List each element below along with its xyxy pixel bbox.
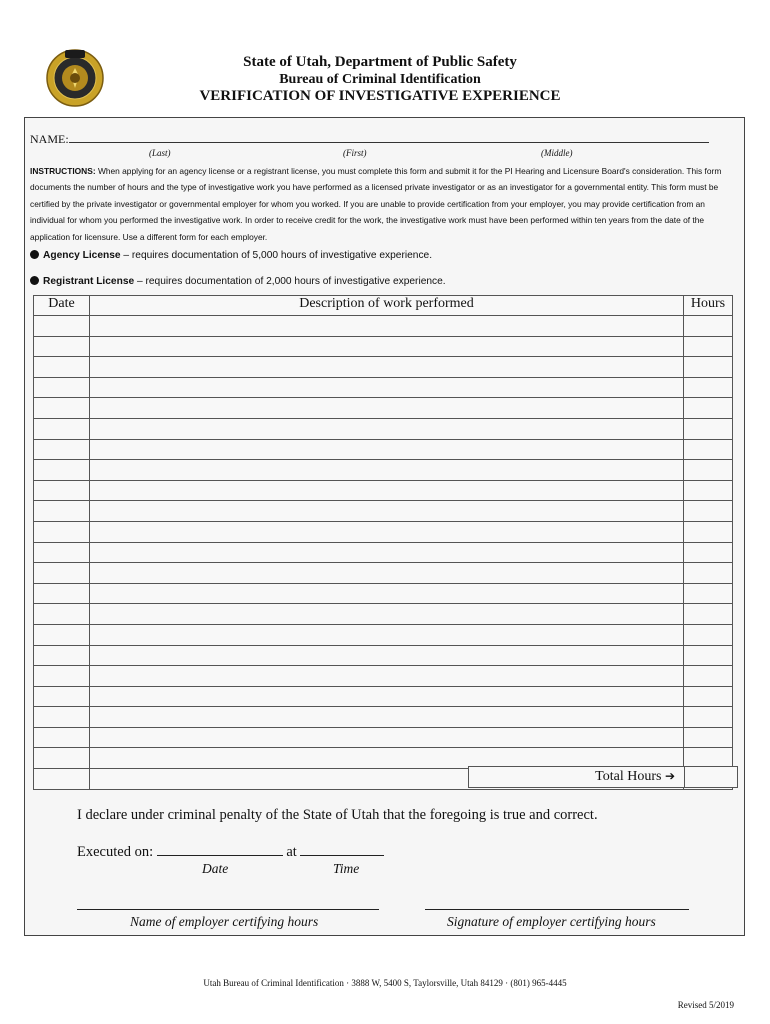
- date-cell[interactable]: [34, 563, 90, 584]
- description-cell[interactable]: [90, 336, 684, 357]
- executed-label: Executed on:: [77, 844, 154, 860]
- date-cell[interactable]: [34, 666, 90, 687]
- bullet-icon: [30, 250, 39, 259]
- hours-cell[interactable]: [684, 727, 733, 748]
- hours-cell[interactable]: [684, 645, 733, 666]
- middle-name-caption: (Middle): [541, 148, 573, 158]
- date-cell[interactable]: [34, 542, 90, 563]
- arrow-right-icon: ➔: [664, 769, 675, 783]
- description-cell[interactable]: [90, 727, 684, 748]
- date-cell[interactable]: [34, 316, 90, 337]
- employer-signature-caption: Signature of employer certifying hours: [447, 914, 656, 929]
- total-hours-input[interactable]: [684, 767, 737, 787]
- date-cell[interactable]: [34, 707, 90, 728]
- description-cell[interactable]: [90, 398, 684, 419]
- bullet-icon: [30, 276, 39, 285]
- form-title: VERIFICATION OF INVESTIGATIVE EXPERIENCE: [199, 88, 561, 104]
- date-cell[interactable]: [34, 727, 90, 748]
- registrant-license-item: [30, 276, 446, 287]
- work-log-table: [33, 295, 733, 790]
- total-hours-text: Total Hours: [595, 769, 662, 784]
- date-cell[interactable]: [34, 439, 90, 460]
- date-cell[interactable]: [34, 583, 90, 604]
- table-row: [34, 542, 733, 563]
- description-cell[interactable]: [90, 624, 684, 645]
- hours-cell[interactable]: [684, 336, 733, 357]
- table-row: [34, 583, 733, 604]
- instructions-text: When applying for an agency license or a registrant license, you must complete this form and submit it for the PI Hearing and Licensure Board's consideration. This form documents the number of hours and the type of investigative work you have performed as a licensed private investigator or as an investigator for a governmental entity. This form must be certified by the private investigator or governmental employer for whom you worked. If you are unable to provide certification from your employer, you may provide certification from an individual for whom you performed the investigative work. In order to receive credit for the work, the investigative work must have been performed within ten years from the date of the application for licensure. Use a different form for each employer.: [30, 166, 722, 242]
- work-log-body: [34, 316, 733, 790]
- description-cell[interactable]: [90, 501, 684, 522]
- license-text: – requires documentation of 2,000 hours of investigative experience.: [134, 276, 446, 287]
- date-cell[interactable]: [34, 769, 90, 790]
- license-name: Agency License: [43, 250, 121, 261]
- executed-line: [77, 843, 384, 861]
- hours-cell[interactable]: [684, 377, 733, 398]
- hours-column-header: Hours: [684, 296, 733, 316]
- table-row: [34, 480, 733, 501]
- table-row: [34, 645, 733, 666]
- hours-cell[interactable]: [684, 316, 733, 337]
- date-cell[interactable]: [34, 357, 90, 378]
- table-row: [34, 398, 733, 419]
- instructions-label: INSTRUCTIONS:: [30, 166, 96, 176]
- date-cell[interactable]: [34, 748, 90, 769]
- instructions: [30, 163, 736, 245]
- hours-cell[interactable]: [684, 542, 733, 563]
- description-cell[interactable]: [90, 377, 684, 398]
- description-cell[interactable]: [90, 418, 684, 439]
- table-row: [34, 563, 733, 584]
- table-row: [34, 460, 733, 481]
- description-cell[interactable]: [90, 666, 684, 687]
- hours-cell[interactable]: [684, 480, 733, 501]
- hours-cell[interactable]: [684, 563, 733, 584]
- hours-cell[interactable]: [684, 583, 733, 604]
- employer-name-input[interactable]: [77, 909, 379, 910]
- last-name-caption: (Last): [149, 148, 171, 158]
- description-column-header: Description of work performed: [90, 296, 684, 316]
- hours-cell[interactable]: [684, 604, 733, 625]
- first-name-caption: (First): [343, 148, 367, 158]
- name-field[interactable]: [30, 132, 709, 147]
- declaration-text: I declare under criminal penalty of the State of Utah that the foregoing is true and correct.: [77, 807, 598, 823]
- date-cell[interactable]: [34, 398, 90, 419]
- hours-cell[interactable]: [684, 501, 733, 522]
- executed-date-input[interactable]: [157, 843, 283, 856]
- description-cell[interactable]: [90, 645, 684, 666]
- executed-time-input[interactable]: [300, 843, 384, 856]
- agency-license-item: [30, 250, 432, 261]
- date-cell[interactable]: [34, 624, 90, 645]
- table-row: [34, 727, 733, 748]
- table-row: [34, 666, 733, 687]
- hours-cell[interactable]: [684, 521, 733, 542]
- hours-cell[interactable]: [684, 666, 733, 687]
- description-cell[interactable]: [90, 686, 684, 707]
- date-cell[interactable]: [34, 336, 90, 357]
- header-bureau: Bureau of Criminal Identification: [279, 72, 481, 87]
- date-cell[interactable]: [34, 418, 90, 439]
- date-cell[interactable]: [34, 377, 90, 398]
- employer-name-caption: Name of employer certifying hours: [130, 914, 319, 929]
- table-row: [34, 686, 733, 707]
- description-cell[interactable]: [90, 542, 684, 563]
- total-hours-label: [595, 769, 675, 785]
- table-row: [34, 707, 733, 728]
- revision-date: Revised 5/2019: [677, 1000, 734, 1010]
- hours-cell[interactable]: [684, 460, 733, 481]
- table-row: [34, 439, 733, 460]
- description-cell[interactable]: [90, 480, 684, 501]
- description-cell[interactable]: [90, 460, 684, 481]
- table-row: [34, 604, 733, 625]
- date-column-header: Date: [34, 296, 90, 316]
- description-cell[interactable]: [90, 707, 684, 728]
- description-cell[interactable]: [90, 357, 684, 378]
- name-label: NAME:: [30, 132, 69, 146]
- date-cell[interactable]: [34, 501, 90, 522]
- hours-cell[interactable]: [684, 686, 733, 707]
- license-text: – requires documentation of 5,000 hours of investigative experience.: [120, 250, 433, 261]
- date-cell[interactable]: [34, 686, 90, 707]
- form-header: [170, 54, 590, 105]
- table-row: [34, 418, 733, 439]
- description-cell[interactable]: [90, 604, 684, 625]
- date-cell[interactable]: [34, 645, 90, 666]
- description-cell[interactable]: [90, 563, 684, 584]
- employer-signature-input[interactable]: [425, 909, 689, 910]
- executed-at-label: at: [286, 844, 297, 860]
- hours-cell[interactable]: [684, 357, 733, 378]
- table-row: [34, 377, 733, 398]
- footer-address: Utah Bureau of Criminal Identification · 3888 W, 5400 S, Taylorsville, Utah 84129 · (801) 965-4445: [203, 978, 567, 988]
- table-header-row: [34, 296, 733, 316]
- hours-cell[interactable]: [684, 398, 733, 419]
- total-hours-row: [468, 766, 738, 788]
- header-agency: State of Utah, Department of Public Safety: [243, 54, 517, 70]
- description-cell[interactable]: [90, 439, 684, 460]
- description-cell[interactable]: [90, 316, 684, 337]
- date-cell[interactable]: [34, 521, 90, 542]
- table-row: [34, 521, 733, 542]
- dps-seal-icon: [46, 46, 104, 108]
- hours-cell[interactable]: [684, 624, 733, 645]
- hours-cell[interactable]: [684, 707, 733, 728]
- date-cell[interactable]: [34, 480, 90, 501]
- table-left-edge: [33, 766, 34, 786]
- license-name: Registrant License: [43, 276, 135, 287]
- hours-cell[interactable]: [684, 418, 733, 439]
- table-row: [34, 357, 733, 378]
- table-row: [34, 336, 733, 357]
- date-cell[interactable]: [34, 460, 90, 481]
- date-caption: Date: [202, 861, 229, 876]
- time-caption: Time: [333, 861, 360, 876]
- description-cell[interactable]: [90, 521, 684, 542]
- name-input-line[interactable]: [69, 132, 709, 143]
- date-cell[interactable]: [34, 604, 90, 625]
- hours-cell[interactable]: [684, 439, 733, 460]
- table-row: [34, 624, 733, 645]
- table-row: [34, 501, 733, 522]
- description-cell[interactable]: [90, 583, 684, 604]
- table-row: [34, 316, 733, 337]
